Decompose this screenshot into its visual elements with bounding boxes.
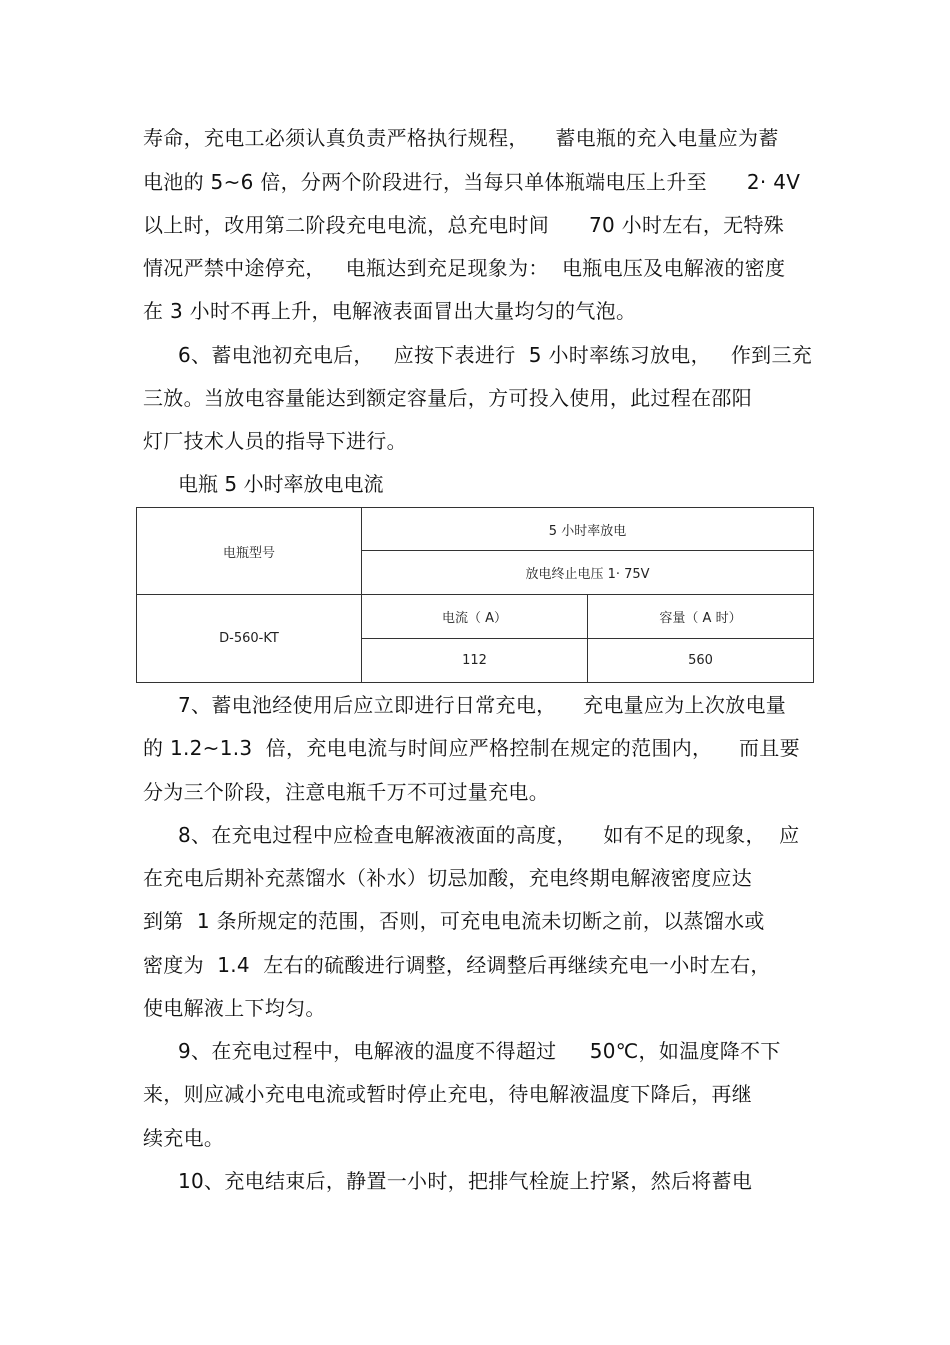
discharge-header-cell: 5 小时率放电 [362, 508, 814, 551]
text-line: 在充电后期补充蒸馏水（补水）切忌加酸，充电终期电解液密度应达 [143, 866, 752, 890]
text-line: 情况严禁中途停充， 电瓶达到充足现象为： 电瓶电压及电解液的密度 [143, 256, 786, 280]
text-line: 来，则应减小充电电流或暂时停止充电，待电解液温度下降后，再继 [143, 1082, 752, 1106]
text-line: 的 1.2~1.3 倍，充电电流与时间应严格控制在规定的范围内， 而且要 [143, 736, 800, 760]
text-line: 使电解液上下均匀。 [143, 996, 326, 1020]
text-line: 电池的 5~6 倍，分两个阶段进行，当每只单体瓶端电压上升至 2· 4V [143, 170, 801, 194]
text-line: 密度为 1.4 左右的硫酸进行调整，经调整后再继续充电一小时左右， [143, 953, 771, 977]
discharge-table [136, 507, 814, 683]
text-line: 寿命，充电工必须认真负责严格执行规程， 蓄电瓶的充入电量应为蓄 [143, 126, 779, 150]
capacity-value-cell: 560 [588, 639, 814, 683]
text-line: 以上时，改用第二阶段充电电流，总充电时间 70 小时左右，无特殊 [143, 213, 785, 237]
end-voltage-cell: 放电终止电压 1· 75V [362, 551, 814, 595]
capacity-header-cell: 容量（ A 时） [588, 595, 814, 639]
text-line: 分为三个阶段，注意电瓶千万不可过量充电。 [143, 780, 549, 804]
text-line: 10、充电结束后，静置一小时，把排气栓旋上拧紧，然后将蓄电 [178, 1169, 753, 1193]
text-line: 灯厂技术人员的指导下进行。 [143, 429, 407, 453]
text-line: 在 3 小时不再上升，电解液表面冒出大量均匀的气泡。 [143, 299, 637, 323]
text-line: 7、蓄电池经使用后应立即进行日常充电， 充电量应为上次放电量 [178, 693, 787, 717]
text-line: 9、在充电过程中，电解液的温度不得超过 50℃，如温度降不下 [178, 1039, 781, 1063]
current-header-cell: 电流（ A） [362, 595, 588, 639]
text-line: 到第 1 条所规定的范围，否则，可充电电流未切断之前，以蒸馏水或 [143, 909, 765, 933]
table-caption: 电瓶 5 小时率放电电流 [178, 472, 384, 496]
text-line: 6、蓄电池初充电后， 应按下表进行 5 小时率练习放电， 作到三充 [178, 343, 813, 367]
text-line: 续充电。 [143, 1126, 225, 1150]
current-value-cell: 112 [362, 639, 588, 683]
text-line: 8、在充电过程中应检查电解液液面的高度， 如有不足的现象， 应 [178, 823, 800, 847]
model-value-cell: D-560-KT [137, 595, 362, 683]
model-header-cell: 电瓶型号 [137, 508, 362, 595]
text-line: 三放。当放电容量能达到额定容量后，方可投入使用，此过程在邵阳 [143, 386, 752, 410]
